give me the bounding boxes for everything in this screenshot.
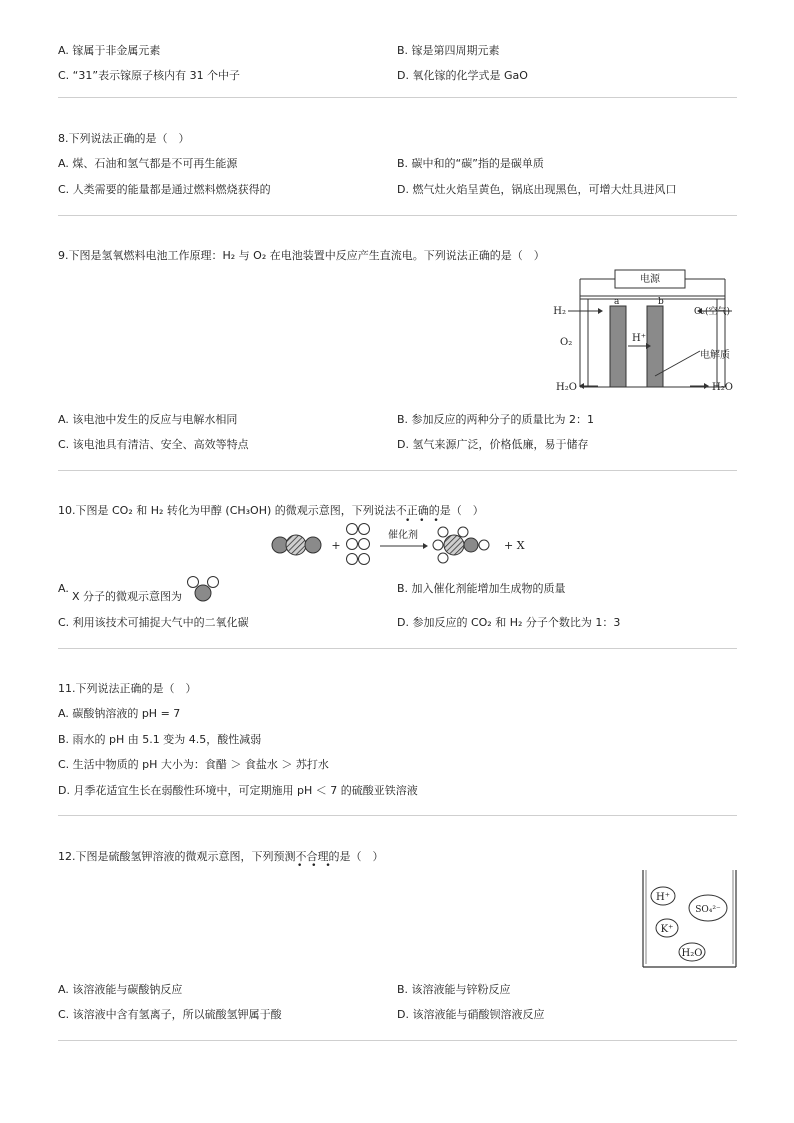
- fuel-cell-diagram: [550, 266, 742, 398]
- q9-option-c: C. 该电池具有清洁、安全、高效等特点: [58, 438, 249, 451]
- electrode-a-label: a: [614, 297, 620, 307]
- q11-option-c: C. 生活中物质的 pH 大小为：食醋 ＞ 食盐水 ＞ 苏打水: [58, 758, 329, 771]
- q10-option-d: D. 参加反应的 CO₂ 和 H₂ 分子个数比为 1：3: [397, 616, 621, 629]
- o2-air-label: O₂(空气): [694, 307, 731, 317]
- q10-option-a-text: X 分子的微观示意图为: [72, 590, 183, 603]
- divider: [58, 648, 737, 649]
- divider: [58, 215, 737, 216]
- o2-left-label: O₂: [560, 337, 573, 348]
- q11-stem: 11.下列说法正确的是（ ）: [58, 682, 197, 695]
- q11-option-a: A. 碳酸钠溶液的 pH = 7: [58, 707, 181, 720]
- sulfate-ion-label: SO₄²⁻: [695, 905, 721, 915]
- q8-option-b: B. 碳中和的“碳”指的是碳单质: [397, 157, 544, 170]
- q7-option-d: D. 氧化镓的化学式是 GaO: [397, 69, 528, 82]
- divider: [58, 97, 737, 98]
- q7-option-b: B. 镓是第四周期元素: [397, 44, 500, 57]
- q9-option-b: B. 参加反应的两种分子的质量比为 2：1: [397, 413, 595, 426]
- q8-option-c: C. 人类需要的能量都是通过燃料燃烧获得的: [58, 183, 271, 196]
- q12-stem: 12.下图是硫酸氢钾溶液的微观示意图，下列预测不合理的是（ ）: [58, 850, 384, 863]
- catalyst-label: 催化剂: [388, 530, 418, 541]
- emphasis-dots: • • •: [405, 516, 442, 526]
- q10-option-b: B. 加入催化剂能增加生成物的质量: [397, 582, 566, 595]
- h-ion-label: H⁺: [656, 892, 670, 903]
- q12-option-b: B. 该溶液能与锌粉反应: [397, 983, 511, 996]
- plus-sign: +: [331, 539, 341, 552]
- q11-option-b: B. 雨水的 pH 由 5.1 变为 4.5，酸性减弱: [58, 733, 262, 746]
- q9-option-d: D. 氢气来源广泛，价格低廉，易于储存: [397, 438, 589, 451]
- water-molecule-icon: [186, 574, 220, 604]
- q10-option-c: C. 利用该技术可捕捉大气中的二氧化碳: [58, 616, 249, 629]
- electrode-b-label: b: [658, 297, 664, 307]
- h2o-out-left-label: H₂O: [556, 382, 577, 393]
- divider: [58, 470, 737, 471]
- emphasis-dots: • • •: [297, 861, 334, 871]
- q8-option-d: D. 燃气灶火焰呈黄色，锅底出现黑色，可增大灶具进风口: [397, 183, 677, 196]
- divider: [58, 815, 737, 816]
- electrolyte-label: 电解质: [700, 350, 730, 361]
- q8-stem: 8.下列说法正确的是（ ）: [58, 132, 190, 145]
- k-ion-label: K⁺: [660, 924, 674, 935]
- q8-option-a: A. 煤、石油和氢气都是不可再生能源: [58, 157, 238, 170]
- divider: [58, 1040, 737, 1041]
- q10-option-a: A.: [58, 582, 69, 595]
- h2o-out-right-label: H₂O: [712, 382, 733, 393]
- water-label: H₂O: [681, 948, 703, 959]
- q12-option-d: D. 该溶液能与硝酸钡溶液反应: [397, 1008, 545, 1021]
- q9-option-a: A. 该电池中发生的反应与电解水相同: [58, 413, 238, 426]
- plus-x-label: + X: [504, 539, 525, 552]
- q9-stem: 9.下图是氢氧燃料电池工作原理：H₂ 与 O₂ 在电池装置中反应产生直流电。下列说法正确的是（ ）: [58, 249, 545, 262]
- power-label: 电源: [640, 274, 660, 285]
- q11-option-d: D. 月季花适宜生长在弱酸性环境中，可定期施用 pH ＜ 7 的硫酸亚铁溶液: [58, 784, 418, 797]
- q7-option-a: A. 镓属于非金属元素: [58, 44, 161, 57]
- solution-beaker-diagram: [640, 868, 740, 972]
- q7-option-c: C. “31”表示镓原子核内有 31 个中子: [58, 69, 241, 82]
- q12-option-c: C. 该溶液中含有氢离子，所以硫酸氢钾属于酸: [58, 1008, 282, 1021]
- hplus-label: H⁺: [632, 333, 646, 344]
- q12-option-a: A. 该溶液能与碳酸钠反应: [58, 983, 183, 996]
- methanol-reaction-diagram: [268, 520, 528, 568]
- q10-stem: 10.下图是 CO₂ 和 H₂ 转化为甲醇 (CH₃OH) 的微观示意图，下列说法不正确的是（ ）: [58, 504, 484, 517]
- h2-in-label: H₂: [553, 306, 566, 317]
